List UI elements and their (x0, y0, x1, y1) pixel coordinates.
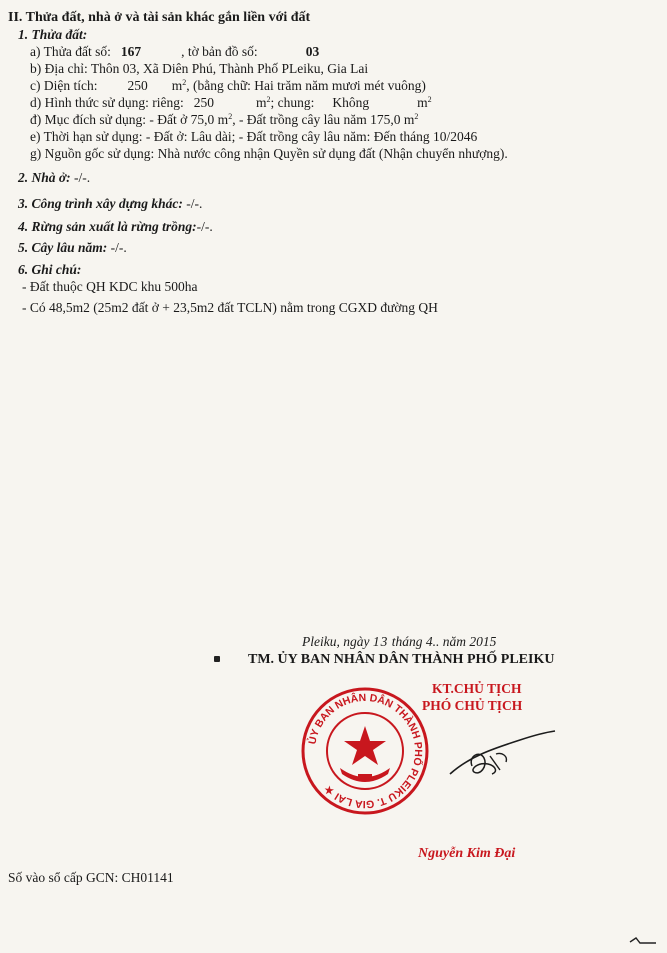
svg-text:ỦY BAN NHÂN DÂN THÀNH PHỐ PLEI: ỦY BAN NHÂN DÂN THÀNH PHỐ PLEIKU T. GIA LAI ★ (306, 691, 425, 811)
area-label: c) Diện tích: (30, 78, 98, 93)
month-label: tháng (391, 634, 423, 649)
notes-heading: 6. Ghi chú: (18, 262, 82, 277)
usage-shared-unit: m (417, 95, 428, 110)
sign-year: năm 2015 (442, 634, 497, 649)
usage-private-sup: 2 (266, 95, 271, 104)
origin-line: g) Nguồn gốc sử dụng: Nhà nước công nhận Quyền sử dụng đất (Nhận chuyển nhượng). (30, 146, 508, 161)
area-line (30, 78, 426, 96)
section-title: II. Thửa đất, nhà ở và tài sản khác gắn liền với đất (8, 10, 311, 25)
usage-private-value: 250 (193, 95, 214, 110)
perennial-line (18, 240, 127, 256)
purpose-sup-1: 2 (228, 112, 233, 121)
notes-item: - Đất thuộc QH KDC khu 500ha (22, 279, 198, 294)
sign-month: 4.. (425, 634, 440, 649)
perennial-heading: 5. Cây lâu năm: (18, 240, 108, 255)
handwritten-signature (440, 726, 560, 796)
map-sheet-value: 03 (305, 44, 320, 59)
house-value: -/-. (70, 170, 91, 185)
usage-shared-label: ; chung: (270, 95, 315, 110)
corner-ink-mark (628, 932, 658, 946)
signer-role-2: PHÓ CHỦ TỊCH (422, 698, 523, 713)
forest-value: -/-. (196, 219, 213, 234)
parcel-number-line (30, 44, 319, 60)
forest-heading: 4. Rừng sản xuất là rừng trồng: (18, 219, 197, 234)
purpose-line (30, 112, 418, 130)
purpose-text-1: đ) Mục đích sử dụng: - Đất ở 75,0 m (30, 112, 229, 127)
area-words: , (bằng chữ: Hai trăm năm mươi mét vuông) (186, 78, 426, 93)
usage-form-label: d) Hình thức sử dụng: riêng: (30, 95, 184, 110)
area-unit-sup: 2 (182, 78, 187, 87)
usage-shared-value: Không (332, 95, 370, 110)
construction-line (18, 196, 202, 212)
parcel-heading: 1. Thửa đất: (18, 27, 88, 42)
area-unit: m (171, 78, 183, 93)
official-seal-stamp (300, 686, 430, 816)
purpose-text-2: , - Đất trồng cây lâu năm 175,0 m (232, 112, 415, 127)
construction-heading: 3. Công trình xây dựng khác: (18, 196, 183, 211)
usage-private-unit: m (256, 95, 267, 110)
usage-shared-sup: 2 (427, 95, 432, 104)
house-line (18, 170, 90, 186)
usage-form-line (30, 95, 432, 113)
registry-number: Số vào sổ cấp GCN: CH01141 (8, 870, 174, 885)
place-date-prefix: Pleiku, ngày (302, 634, 370, 649)
bullet-mark (214, 656, 220, 662)
parcel-number-label: a) Thửa đất số: (30, 44, 111, 59)
address-line: b) Địa chỉ: Thôn 03, Xã Diên Phú, Thành Phố PLeiku, Gia Lai (30, 61, 369, 76)
purpose-sup-2: 2 (414, 112, 419, 121)
sign-day: 13 (372, 634, 389, 649)
perennial-value: -/-. (107, 240, 127, 255)
construction-value: -/-. (182, 196, 203, 211)
map-sheet-label: , tờ bản đồ số: (181, 44, 258, 59)
house-heading: 2. Nhà ở: (18, 170, 71, 185)
notes-item: - Có 48,5m2 (25m2 đất ở + 23,5m2 đất TCLN) nằm trong CGXD đường QH (22, 300, 438, 315)
place-date-line (302, 634, 496, 650)
org-name: TM. ỦY BAN NHÂN DÂN THÀNH PHỐ PLEIKU (248, 652, 555, 667)
area-value: 250 (127, 78, 148, 93)
term-line: e) Thời hạn sử dụng: - Đất ở: Lâu dài; - Đất trồng cây lâu năm: Đến tháng 10/2046 (30, 129, 478, 144)
signer-role-1: KT.CHỦ TỊCH (432, 681, 522, 696)
parcel-number-value: 167 (120, 44, 142, 59)
forest-line (18, 219, 213, 235)
signer-name: Nguyễn Kim Đại (418, 846, 516, 861)
